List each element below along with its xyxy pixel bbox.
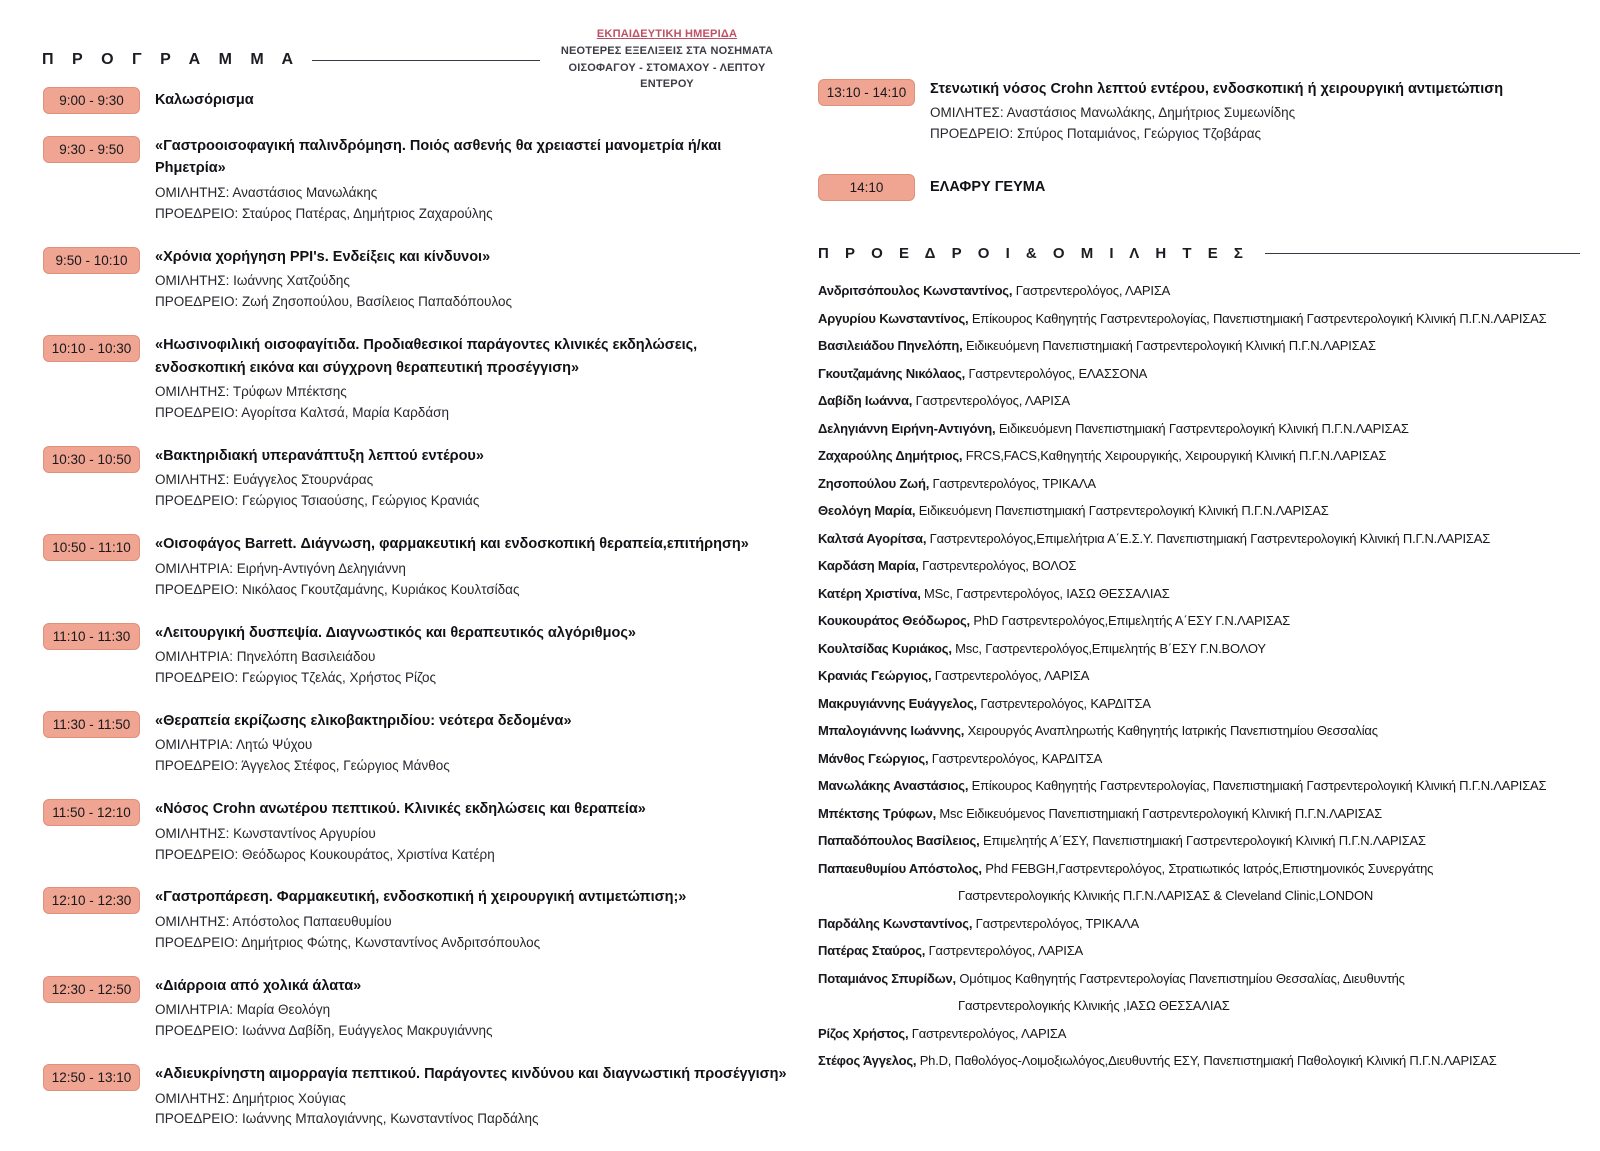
faculty-details: Επιμελητής Α΄ΕΣΥ, Πανεπιστημιακή Γαστρεντερολογική Κλινική Π.Γ.Ν.ΛΑΡΙΣΑΣ	[979, 833, 1426, 849]
faculty-name: Κουκουράτος Θεόδωρος,	[818, 613, 970, 629]
faculty-name: Παπαευθυμίου Απόστολος,	[818, 860, 982, 876]
faculty-name: Παπαδόπουλος Βασίλειος,	[818, 833, 980, 849]
faculty-details: Γαστρεντερολόγος, ΤΡΙΚΑΛΑ	[972, 915, 1139, 931]
session-row	[818, 78, 1580, 145]
session-chairs: ΠΡΟΕΔΡΕΙΟ: Γεώργιος Τσιαούσης, Γεώργιος Κρανιάς	[155, 493, 480, 509]
faculty-name: Ποταμιάνος Σπυρίδων,	[818, 970, 956, 986]
faculty-entry	[818, 800, 1580, 828]
program-right-sessions	[818, 78, 1580, 201]
faculty-entry-continuation: Γαστρεντερολογικής Κλινικής ,ΙΑΣΩ ΘΕΣΣΑΛΙΑΣ	[958, 998, 1230, 1014]
session-row	[43, 135, 791, 225]
faculty-details: Ειδικευόμενη Πανεπιστημιακή Γαστρεντερολογική Κλινική Π.Γ.Ν.ΛΑΡΙΣΑΣ	[915, 503, 1329, 519]
faculty-name: Ζαχαρούλης Δημήτριος,	[818, 448, 963, 464]
session-row	[43, 886, 791, 953]
faculty-entry	[818, 937, 1580, 965]
program-column-right	[818, 78, 1580, 1075]
session-content	[155, 975, 493, 1042]
faculty-name: Ανδριτσόπουλος Κωνσταντίνος,	[818, 283, 1013, 299]
session-title: ΕΛΑΦΡΥ ΓΕΥΜΑ	[930, 179, 1046, 196]
session-speaker: ΟΜΙΛΗΤΗΣ: Απόστολος Παπαευθυμίου	[155, 913, 392, 929]
faculty-entry	[818, 717, 1580, 745]
faculty-details: Γαστρεντερολόγος, ΛΑΡΙΣΑ	[908, 1025, 1067, 1041]
session-chairs: ΠΡΟΕΔΡΕΙΟ: Θεόδωρος Κουκουράτος, Χριστίνα Κατέρη	[155, 846, 495, 862]
session-speaker: ΟΜΙΛΗΤΡΙΑ: Ειρήνη-Αντιγόνη Δεληγιάννη	[155, 560, 406, 576]
faculty-entry	[818, 855, 1580, 883]
faculty-entry	[818, 772, 1580, 800]
session-time-badge: 10:10 - 10:30	[43, 335, 140, 362]
session-row	[43, 975, 791, 1042]
session-content	[155, 246, 512, 313]
faculty-details: Γαστρεντερολόγος, ΛΑΡΙΣΑ	[925, 943, 1084, 959]
session-time-badge: 12:50 - 13:10	[43, 1064, 140, 1091]
faculty-details: Επίκουρος Καθηγητής Γαστρεντερολογίας, Πανεπιστημιακή Γαστρεντερολογική Κλινική Π.Γ.Ν.ΛΑΡΙΣΑΣ	[968, 778, 1547, 794]
faculty-details: Ομότιμος Καθηγητής Γαστρεντερολογίας Πανεπιστημίου Θεσσαλίας, Διευθυντής	[955, 970, 1405, 986]
faculty-entry	[818, 1047, 1580, 1075]
session-content	[930, 176, 1045, 198]
event-type-label: ΕΚΠΑΙΔΕΥΤΙΚΗ ΗΜΕΡΙΔΑ	[596, 28, 738, 40]
session-content	[155, 533, 749, 600]
session-chairs: ΠΡΟΕΔΡΕΙΟ: Ζωή Ζησοπούλου, Βασίλειος Παπαδόπουλος	[155, 294, 512, 310]
session-row	[43, 710, 791, 777]
faculty-name: Αργυρίου Κωνσταντίνος,	[818, 310, 969, 326]
faculty-name: Θεολόγη Μαρία,	[818, 503, 916, 519]
session-content	[155, 1063, 787, 1130]
faculty-heading-title: Π Ρ Ο Ε Δ Ρ Ο Ι & Ο Μ Ι Λ Η Τ Ε Σ	[818, 245, 1249, 263]
faculty-entry	[818, 470, 1580, 498]
faculty-details: Επίκουρος Καθηγητής Γαστρεντερολογίας, Πανεπιστημιακή Γαστρεντερολογική Κλινική Π.Γ.Ν.ΛΑΡΙΣΑΣ	[968, 310, 1547, 326]
faculty-details: Ph.D, Παθολόγος-Λοιμοξιωλόγος,Διευθυντής ΕΣΥ, Πανεπιστημιακή Παθολογική Κλινική Π.Γ.Ν.ΛΑΡΙΣΑΣ	[916, 1053, 1497, 1069]
session-time-badge: 10:50 - 11:10	[43, 534, 140, 561]
event-name-line1: ΝΕΟΤΕΡΕΣ ΕΞΕΛΙΞΕΙΣ ΣΤΑ ΝΟΣΗΜΑΤΑ	[560, 45, 774, 57]
session-content	[155, 798, 646, 865]
faculty-name: Μπαλογιάννης Ιωάννης,	[818, 723, 965, 739]
faculty-entry	[818, 387, 1580, 415]
faculty-entry	[818, 910, 1580, 938]
faculty-details: Ειδικευόμενη Πανεπιστημιακή Γαστρεντερολογική Κλινική Π.Γ.Ν.ΛΑΡΙΣΑΣ	[962, 338, 1376, 354]
session-row	[818, 173, 1580, 201]
event-name-line2: ΟΙΣΟΦΑΓΟΥ - ΣΤΟΜΑΧΟΥ - ΛΕΠΤΟΥ ΕΝΤΕΡΟΥ	[568, 61, 766, 90]
session-speaker: ΟΜΙΛΗΤΡΙΑ: Μαρία Θεολόγη	[155, 1002, 331, 1018]
session-speaker: ΟΜΙΛΗΤΗΣ: Ιωάννης Χατζούδης	[155, 273, 350, 289]
faculty-details: MSc, Γαστρεντερολόγος, ΙΑΣΩ ΘΕΣΣΑΛΙΑΣ	[920, 585, 1170, 601]
session-time-badge: 10:30 - 10:50	[43, 446, 140, 473]
session-content	[155, 135, 791, 225]
session-content	[155, 886, 686, 953]
faculty-details: Γαστρεντερολόγος, ΚΑΡΔΙΤΣΑ	[928, 750, 1103, 766]
session-speaker: ΟΜΙΛΗΤΕΣ: Αναστάσιος Μανωλάκης, Δημήτριος Συμεωνίδης	[930, 105, 1296, 121]
session-row	[43, 246, 791, 313]
faculty-details: Γαστρεντερολόγος, ΛΑΡΙΣΑ	[1012, 283, 1171, 299]
faculty-entry	[818, 497, 1580, 525]
faculty-name: Γκουτζαμάνης Νικόλαος,	[818, 365, 966, 381]
header-rule	[312, 60, 540, 61]
faculty-name: Δαβίδη Ιωάννα,	[818, 393, 913, 409]
session-time-badge: 11:30 - 11:50	[43, 711, 140, 738]
session-speaker: ΟΜΙΛΗΤΗΣ: Κωνσταντίνος Αργυρίου	[155, 825, 376, 841]
faculty-name: Βασιλειάδου Πηνελόπη,	[818, 338, 963, 354]
session-speaker: ΟΜΙΛΗΤΗΣ: Δημήτριος Χούγιας	[155, 1090, 346, 1106]
faculty-name: Δεληγιάννη Ειρήνη-Αντιγόνη,	[818, 420, 996, 436]
session-title: Καλωσόρισμα	[155, 91, 254, 108]
session-row	[43, 1063, 791, 1130]
faculty-entry	[818, 745, 1580, 773]
session-title: «Γαστροοισοφαγική παλινδρόμηση. Ποιός ασθενής θα χρειαστεί μανομετρία ή/και Ρhμετρία»	[155, 138, 722, 177]
faculty-entry	[818, 607, 1580, 635]
faculty-entry	[818, 305, 1580, 333]
faculty-details: Phd FEBGH,Γαστρεντερολόγος, Στρατιωτικός Ιατρός,Επιστημονικός Συνεργάτης	[981, 860, 1434, 876]
session-chairs: ΠΡΟΕΔΡΕΙΟ: Νικόλαος Γκουτζαμάνης, Κυριάκος Κουλτσίδας	[155, 581, 520, 597]
faculty-details: Γαστρεντερολόγος,Επιμελήτρια Α΄Ε.Σ.Υ. Πανεπιστημιακή Γαστρεντερολογική Κλινική Π.Γ.Ν.ΛΑΡΙΣΑΣ	[926, 530, 1491, 546]
session-speaker: ΟΜΙΛΗΤΡΙΑ: Πηνελόπη Βασιλειάδου	[155, 648, 376, 664]
faculty-entry	[818, 442, 1580, 470]
faculty-name: Μάνθος Γεώργιος,	[818, 750, 929, 766]
session-title: «Θεραπεία εκρίζωσης ελικοβακτηριδίου: νεότερα δεδομένα»	[155, 712, 572, 729]
session-content	[155, 445, 484, 512]
faculty-entry	[818, 580, 1580, 608]
session-title: «Ηωσινοφιλική οισοφαγίτιδα. Προδιαθεσικοί παράγοντες κλινικές εκδηλώσεις, ενδοσκοπική εικόνα και σύγχρονη θεραπευτική προσέγγιση»	[155, 337, 698, 376]
session-row	[43, 86, 791, 114]
faculty-entry	[818, 360, 1580, 388]
faculty-entry	[818, 965, 1580, 993]
faculty-name: Καρδάση Μαρία,	[818, 558, 919, 574]
faculty-name: Ζησοπούλου Ζωή,	[818, 475, 930, 491]
session-title: «Διάρροια από χολικά άλατα»	[155, 977, 362, 994]
faculty-details: Γαστρεντερολόγος, ΛΑΡΙΣΑ	[931, 668, 1090, 684]
session-title: «Λειτουργική δυσπεψία. Διαγνωστικός και θεραπευτικός αλγόριθμος»	[155, 624, 636, 641]
session-chairs: ΠΡΟΕΔΡΕΙΟ: Σταύρος Πατέρας, Δημήτριος Ζαχαρούλης	[155, 205, 493, 221]
faculty-name: Κουλτσίδας Κυριάκος,	[818, 640, 952, 656]
faculty-name: Στέφος Άγγελος,	[818, 1053, 917, 1069]
faculty-details: Ειδικευόμενη Πανεπιστημιακή Γαστρεντερολογική Κλινική Π.Γ.Ν.ΛΑΡΙΣΑΣ	[995, 420, 1409, 436]
faculty-details: Γαστρεντερολόγος, ΛΑΡΙΣΑ	[912, 393, 1070, 409]
faculty-entry	[818, 827, 1580, 855]
faculty-heading-rule	[1265, 253, 1580, 254]
session-title: «Οισοφάγος Barrett. Διάγνωση, φαρμακευτική και ενδοσκοπική θεραπεία,επιτήρηση»	[155, 536, 749, 553]
session-chairs: ΠΡΟΕΔΡΕΙΟ: Άγγελος Στέφος, Γεώργιος Μάνθος	[155, 758, 450, 774]
session-chairs: ΠΡΟΕΔΡΕΙΟ: Ιωάννης Μπαλογιάννης, Κωνσταντίνος Παρδάλης	[155, 1111, 539, 1127]
faculty-details: Γαστρεντερολόγος, ΚΑΡΔΙΤΣΑ	[976, 695, 1151, 711]
session-speaker: ΟΜΙΛΗΤΗΣ: Αναστάσιος Μανωλάκης	[155, 184, 378, 200]
session-row	[43, 334, 791, 424]
session-content	[155, 622, 636, 689]
faculty-entry	[818, 552, 1580, 580]
session-speaker: ΟΜΙΛΗΤΗΣ: Ευάγγελος Στουρνάρας	[155, 472, 374, 488]
session-chairs: ΠΡΟΕΔΡΕΙΟ: Ιωάννα Δαβίδη, Ευάγγελος Μακρυγιάννης	[155, 1023, 493, 1039]
session-chairs: ΠΡΟΕΔΡΕΙΟ: Σπύρος Ποταμιάνος, Γεώργιος Τζοβάρας	[930, 126, 1262, 142]
faculty-heading	[818, 245, 1580, 262]
faculty-name: Μπέκτσης Τρύφων,	[818, 805, 937, 821]
faculty-details: Γαστρεντερολόγος, ΕΛΑΣΣΟΝΑ	[965, 365, 1148, 381]
session-chairs: ΠΡΟΕΔΡΕΙΟ: Γεώργιος Τζελάς, Χρήστος Ρίζος	[155, 669, 437, 685]
session-time-badge: 12:30 - 12:50	[43, 976, 140, 1003]
faculty-name: Πατέρας Σταύρος,	[818, 943, 926, 959]
faculty-entry	[818, 635, 1580, 663]
faculty-entry	[818, 415, 1580, 443]
session-content	[155, 710, 572, 777]
page-title: Π Ρ Ο Γ Ρ Α Μ Μ Α	[42, 51, 301, 69]
faculty-entry	[818, 332, 1580, 360]
faculty-name: Μανωλάκης Αναστάσιος,	[818, 778, 969, 794]
session-chairs: ΠΡΟΕΔΡΕΙΟ: Αγορίτσα Καλτσά, Μαρία Καρδάση	[155, 404, 449, 420]
session-time-badge: 9:00 - 9:30	[43, 87, 140, 114]
session-title: «Βακτηριδιακή υπερανάπτυξη λεπτού εντέρου»	[155, 447, 484, 464]
session-speaker: ΟΜΙΛΗΤΗΣ: Τρύφων Μπέκτσης	[155, 384, 347, 400]
session-title: Στενωτική νόσος Crohn λεπτού εντέρου, ενδοσκοπική ή χειρουργική αντιμετώπιση	[930, 81, 1504, 97]
faculty-name: Καλτσά Αγορίτσα,	[818, 530, 927, 546]
faculty-details: Γαστρεντερολόγος, ΒΟΛΟΣ	[918, 558, 1077, 574]
session-time-badge: 14:10	[818, 174, 915, 201]
page-header	[42, 28, 782, 93]
session-time-badge: 9:30 - 9:50	[43, 136, 140, 163]
session-title: «Νόσος Crohn ανωτέρου πεπτικού. Κλινικές εκδηλώσεις και θεραπεία»	[155, 801, 646, 818]
faculty-list	[818, 277, 1580, 1075]
session-time-badge: 13:10 - 14:10	[818, 79, 915, 106]
session-time-badge: 12:10 - 12:30	[43, 887, 140, 914]
session-time-badge: 11:10 - 11:30	[43, 623, 140, 650]
session-title: «Γαστροπάρεση. Φαρμακευτική, ενδοσκοπική ή χειρουργική αντιμετώπιση;»	[155, 889, 687, 906]
session-row	[43, 798, 791, 865]
faculty-details: PhD Γαστρεντερολόγος,Επιμελητής Α΄ΕΣΥ Γ.Ν.ΛΑΡΙΣΑΣ	[969, 613, 1290, 629]
session-content	[155, 89, 254, 111]
session-content	[930, 78, 1503, 145]
faculty-details: FRCS,FACS,Καθηγητής Χειρουργικής, Χειρουργική Κλινική Π.Γ.Ν.ΛΑΡΙΣΑΣ	[962, 448, 1387, 464]
faculty-entry	[818, 1020, 1580, 1048]
faculty-entry	[818, 525, 1580, 553]
session-title: «Χρόνια χορήγηση PPI's. Ενδείξεις και κίνδυνοι»	[155, 248, 491, 265]
session-row	[43, 445, 791, 512]
faculty-entry	[818, 277, 1580, 305]
faculty-details: Msc, Γαστρεντερολόγος,Επιμελητής Β΄ΕΣΥ Γ.Ν.ΒΟΛΟΥ	[951, 640, 1266, 656]
faculty-details: Γαστρεντερολόγος, ΤΡΙΚΑΛΑ	[929, 475, 1096, 491]
event-block	[552, 28, 782, 93]
session-title: «Αδιευκρίνηστη αιμορραγία πεπτικού. Παράγοντες κινδύνου και διαγνωστική προσέγγιση»	[155, 1066, 787, 1083]
session-row	[43, 622, 791, 689]
faculty-name: Ρίζος Χρήστος,	[818, 1025, 909, 1041]
faculty-entry-continuation: Γαστρεντερολογικής Κλινικής Π.Γ.Ν.ΛΑΡΙΣΑΣ & Cleveland Clinic,LONDON	[958, 888, 1374, 904]
session-chairs: ΠΡΟΕΔΡΕΙΟ: Δημήτριος Φώτης, Κωνσταντίνος Ανδριτσόπουλος	[155, 934, 541, 950]
faculty-name: Μακρυγιάννης Ευάγγελος,	[818, 695, 977, 711]
faculty-details: Msc Ειδικευόμενος Πανεπιστημιακή Γαστρεντερολογική Κλινική Π.Γ.Ν.ΛΑΡΙΣΑΣ	[936, 805, 1382, 821]
session-row	[43, 533, 791, 600]
faculty-name: Παρδάλης Κωνσταντίνος,	[818, 915, 973, 931]
faculty-details: Χειρουργός Αναπληρωτής Καθηγητής Ιατρικής Πανεπιστημίου Θεσσαλίας	[964, 723, 1378, 739]
faculty-name: Κρανιάς Γεώργιος,	[818, 668, 932, 684]
session-speaker: ΟΜΙΛΗΤΡΙΑ: Λητώ Ψύχου	[155, 737, 313, 753]
session-time-badge: 9:50 - 10:10	[43, 247, 140, 274]
faculty-entry	[818, 662, 1580, 690]
program-column-left	[43, 86, 791, 1151]
faculty-name: Κατέρη Χριστίνα,	[818, 585, 921, 601]
session-content	[155, 334, 791, 424]
session-time-badge: 11:50 - 12:10	[43, 799, 140, 826]
faculty-entry	[818, 690, 1580, 718]
